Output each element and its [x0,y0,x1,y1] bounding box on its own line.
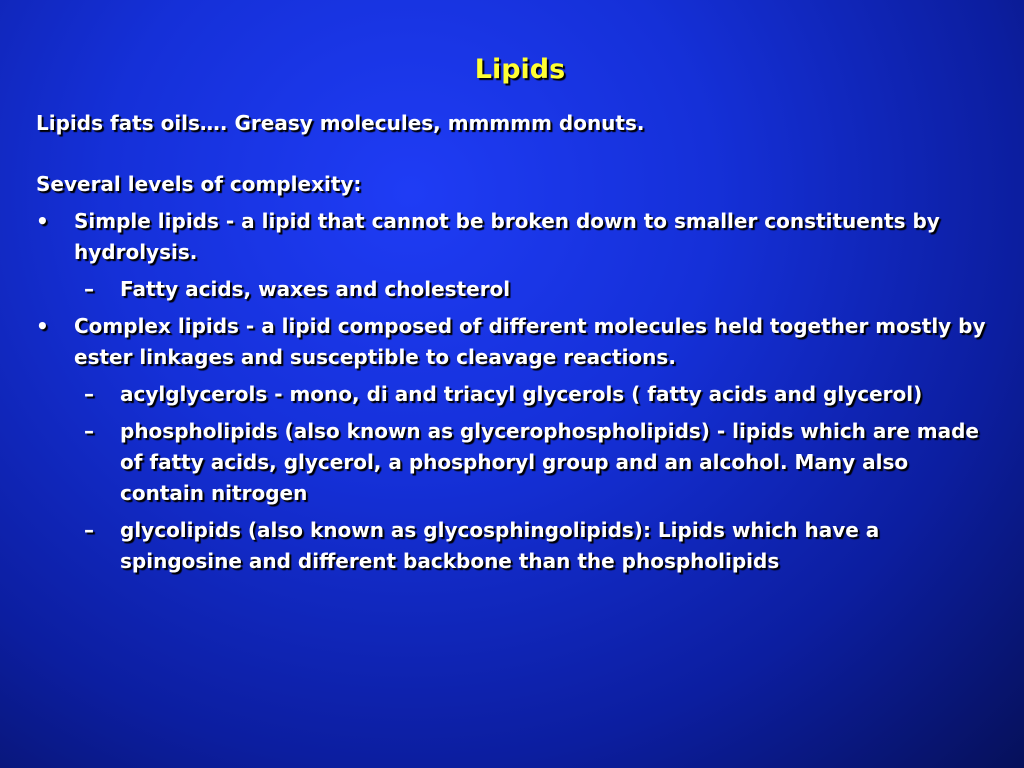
levels-heading: Several levels of complexity: [36,172,362,196]
sub-bullet-mark: – [84,277,94,301]
bullet-mark: • [36,314,49,338]
bullet-mark: • [36,209,49,233]
sub-bullet-text: phospholipids (also known as glycerophospholipids) - lipids which are made of fatty acids, glycerol, a phosphoryl group and an alcohol. Many also contain nitrogen [120,419,979,505]
bullet-text: Complex lipids - a lipid composed of different molecules held together mostly by ester linkages and susceptible to cleavage reactions. [74,314,986,369]
sub-bullet-phospholipids [84,416,986,509]
sub-bullet-mark: – [84,382,94,406]
sub-bullet-text: glycolipids (also known as glycosphingolipids): Lipids which have a spingosine and different backbone than the phospholipids [120,518,880,573]
bullet-simple-lipids [36,206,986,268]
sub-bullet-text: acylglycerols - mono, di and triacyl glycerols ( fatty acids and glycerol) [120,382,923,406]
bullet-complex-lipids [36,311,986,373]
sub-bullet-mark: – [84,419,94,443]
sub-bullet-text: Fatty acids, waxes and cholesterol [120,277,511,301]
slide-title: Lipids [474,54,566,85]
sub-bullet-mark: – [84,518,94,542]
slide-body [36,108,986,577]
spacer [36,139,986,169]
intro-text: Lipids fats oils…. Greasy molecules, mmmmm donuts. [36,111,645,135]
sub-bullet-glycolipids [84,515,986,577]
sub-bullet-fatty-acids [84,274,986,305]
bullet-text: Simple lipids - a lipid that cannot be broken down to smaller constituents by hydrolysis. [74,209,940,264]
sub-bullet-acylglycerols [84,379,986,410]
